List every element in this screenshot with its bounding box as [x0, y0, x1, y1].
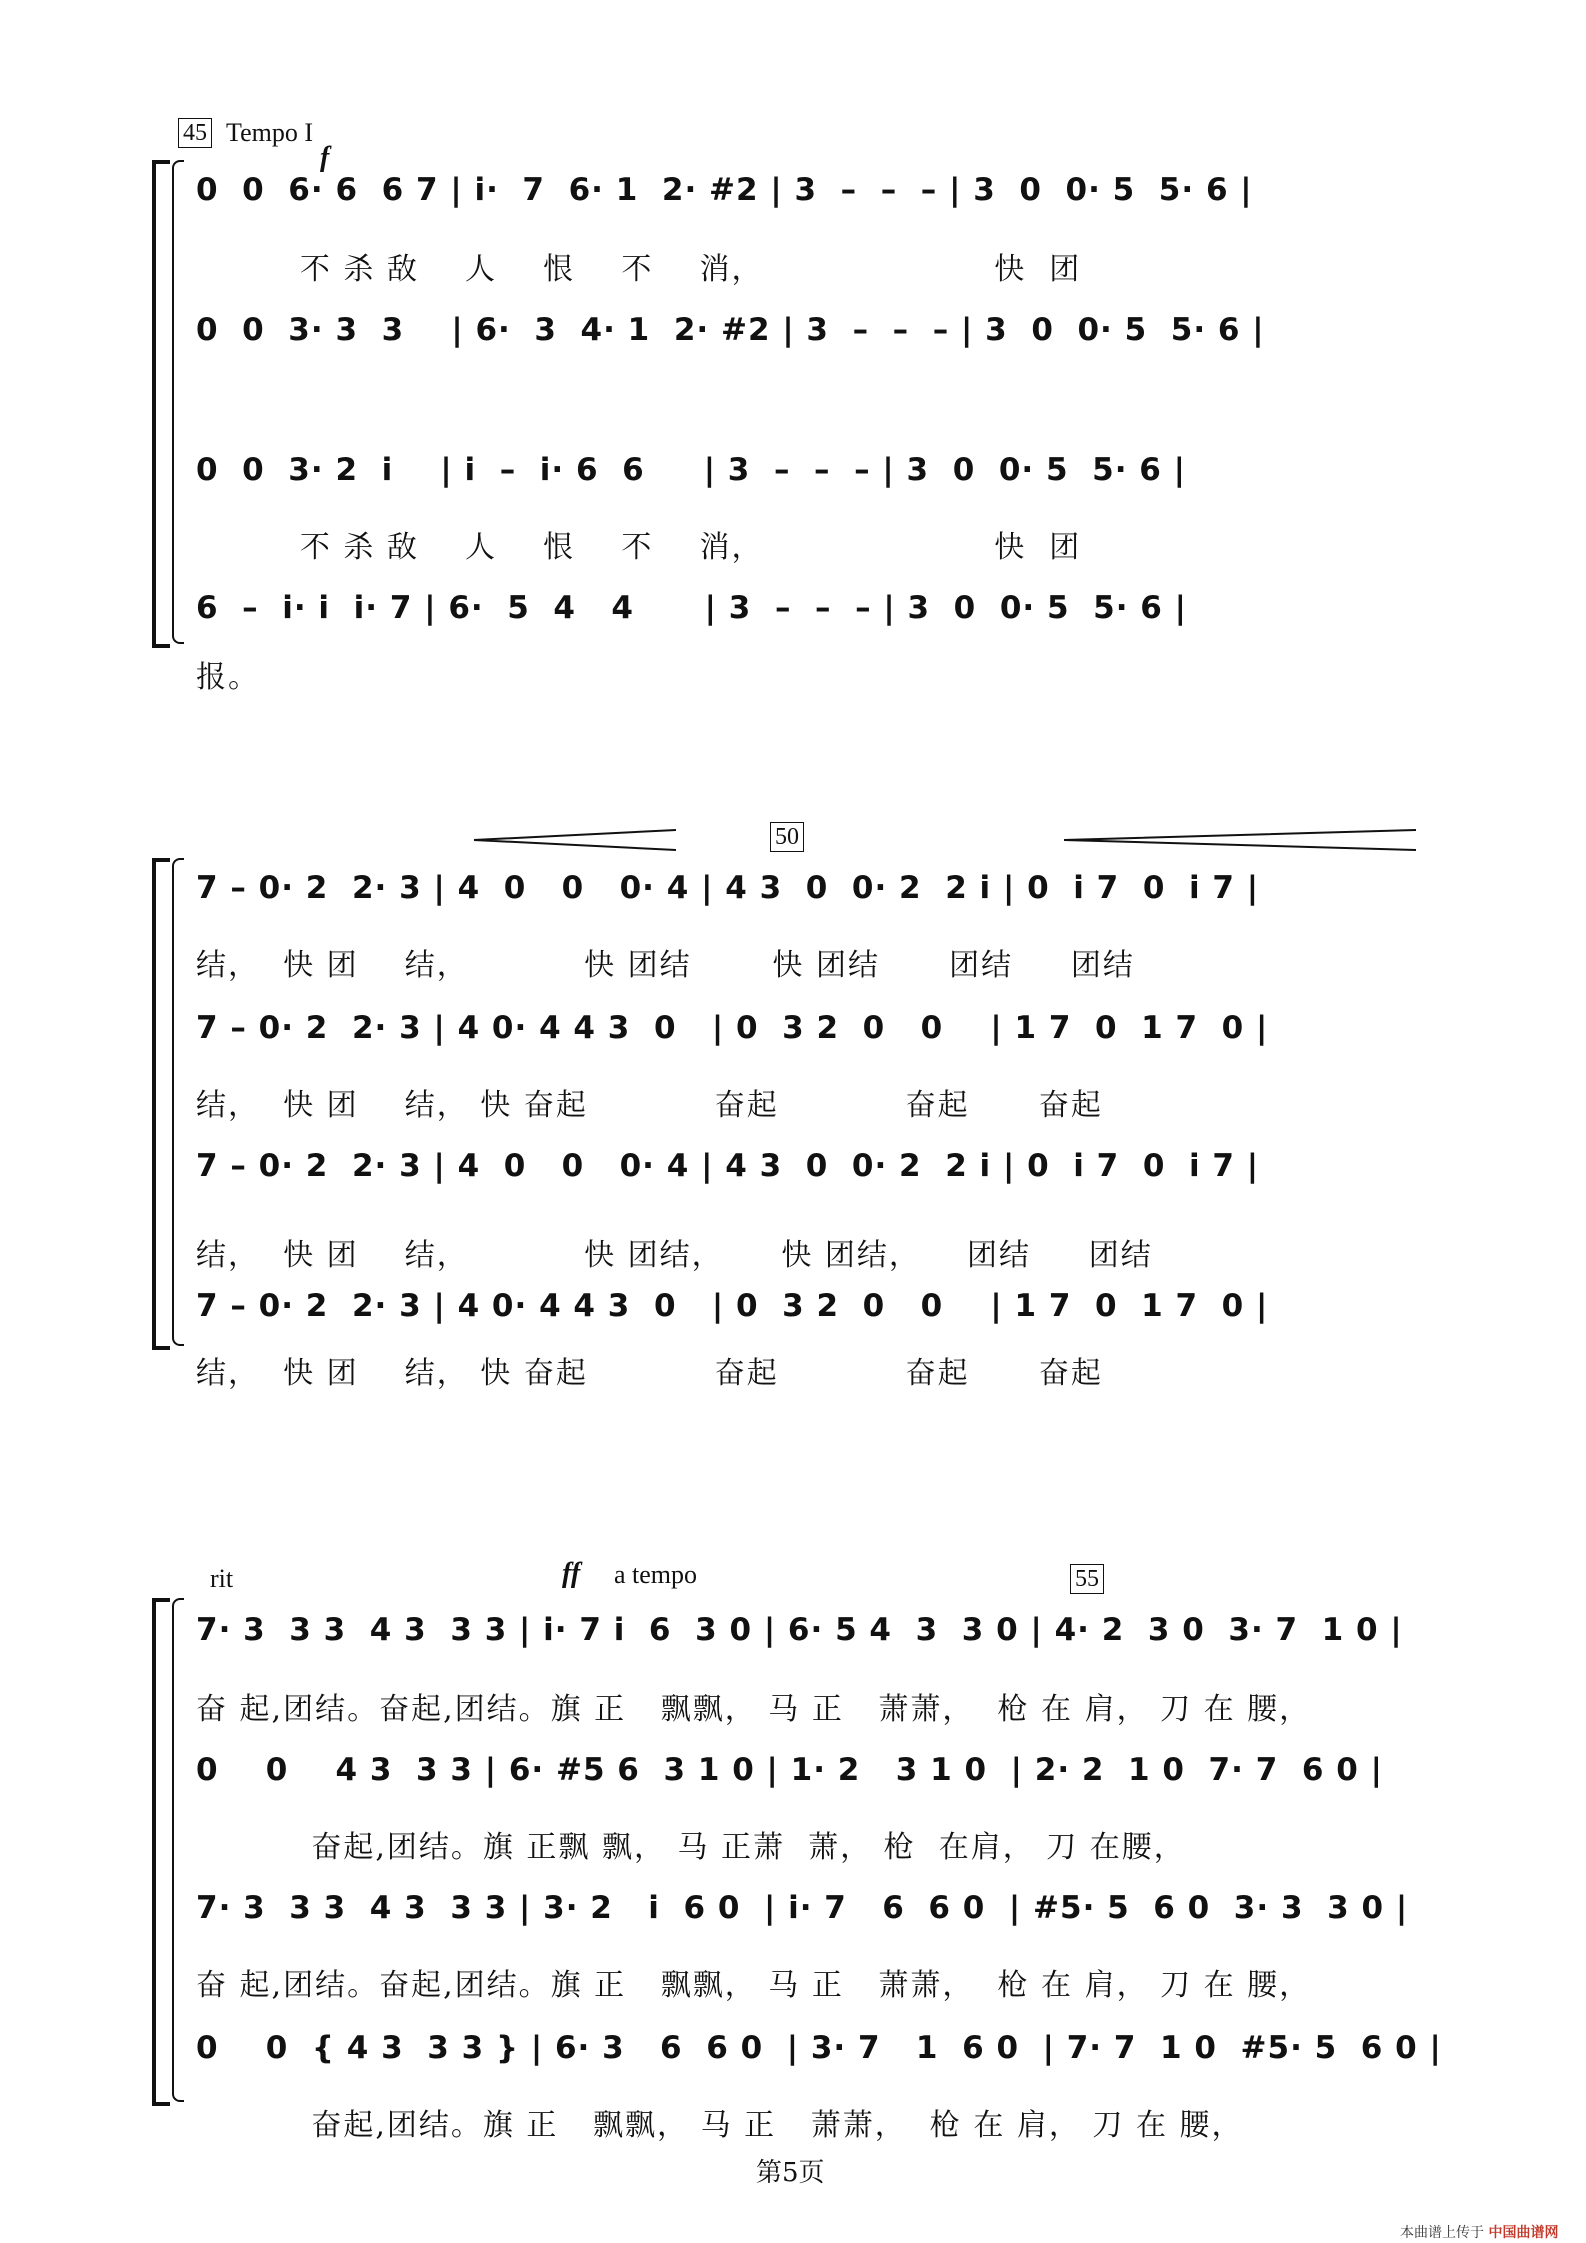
voice-1-notes: 7 – 0· 2 2· 3 | 4 0 0 0· 4 | 4 3 0 0· 2 2 i | 0 i 7 0 i 7 | [196, 870, 1260, 906]
voice-2-notes: 0 0 3· 3 3 | 6· 3 4· 1 2· #2 | 3 – – – | 3 0 0· 5 5· 6 | [196, 312, 1265, 348]
voice-1-lyrics: 奋 起,团结。奋起,团结。旗 正 飘飘， 马 正 萧萧， 枪 在 肩， 刀 在 腰， [196, 1692, 1312, 1727]
crescendo-hairpin [1060, 828, 1420, 852]
measure-number-box: 45 [178, 118, 212, 148]
credit-text: 本曲谱上传于 [1400, 2225, 1484, 2241]
site-logo-text: 中国曲谱网 [1488, 2225, 1559, 2241]
voice-2-lyrics: 结， 快 团 结， 快 奋起 奋起 奋起 奋起 [196, 1088, 1103, 1123]
voice-4-lyrics: 奋起,团结。旗 正 飘飘， 马 正 萧萧， 枪 在 肩， 刀 在 腰， [196, 2108, 1244, 2143]
voice-3-lyrics: 奋 起,团结。奋起,团结。旗 正 飘飘， 马 正 萧萧， 枪 在 肩， 刀 在 腰， [196, 1968, 1312, 2003]
voice-4-lyrics: 结， 快 团 结， 快 奋起 奋起 奋起 奋起 [196, 1356, 1103, 1391]
voice-1-lyrics: 结， 快 团 结， 快 团结 快 团结 团结 团结 [196, 948, 1135, 983]
voice-4-notes: 6 – i· i i· 7 | 6· 5 4 4 | 3 – – – | 3 0 0· 5 5· 6 | [196, 590, 1187, 626]
voice-3-lyrics: 结， 快 团 结， 快 团结， 快 团结， 团结 团结 [196, 1238, 1153, 1273]
system-bracket [152, 160, 170, 648]
system-bracket [152, 1598, 170, 2106]
system-bracket [152, 858, 170, 1350]
upload-credit [1400, 2222, 1558, 2242]
voice-1-lyrics: 不 杀 敌 人 恨 不 消， 快 团 [196, 252, 1082, 287]
voice-2-lyrics: 奋起,团结。旗 正飘 飘， 马 正萧 萧， 枪 在肩， 刀 在腰， [196, 1830, 1186, 1865]
system-brace [172, 858, 184, 1346]
voice-4-lyrics: 报。 [196, 660, 260, 695]
voice-4-notes: 0 0 { 4 3 3 3 } | 6· 3 6 6 0 | 3· 7 1 6 0 | 7· 7 1 0 #5· 5 6 0 | [196, 2030, 1442, 2066]
crescendo-hairpin [470, 828, 680, 852]
voice-2-notes: 0 0 4 3 3 3 | 6· #5 6 3 1 0 | 1· 2 3 1 0 | 2· 2 1 0 7· 7 6 0 | [196, 1752, 1383, 1788]
voice-2-notes: 7 – 0· 2 2· 3 | 4 0· 4 4 3 0 | 0 3 2 0 0 | 1 7 0 1 7 0 | [196, 1010, 1269, 1046]
measure-number-box: 50 [770, 822, 804, 852]
page-number: 第5页 [756, 2158, 825, 2188]
ritardando-marking: rit [210, 1564, 234, 1593]
voice-1-notes: 7· 3 3 3 4 3 3 3 | i· 7 i 6 3 0 | 6· 5 4 3 3 0 | 4· 2 3 0 3· 7 1 0 | [196, 1612, 1403, 1648]
voice-3-notes: 0 0 3· 2 i | i – i· 6 6 | 3 – – – | 3 0 0· 5 5· 6 | [196, 452, 1186, 488]
dynamic-marking: f [320, 142, 330, 173]
voice-3-notes: 7 – 0· 2 2· 3 | 4 0 0 0· 4 | 4 3 0 0· 2 2 i | 0 i 7 0 i 7 | [196, 1148, 1260, 1184]
voice-4-notes: 7 – 0· 2 2· 3 | 4 0· 4 4 3 0 | 0 3 2 0 0 | 1 7 0 1 7 0 | [196, 1288, 1269, 1324]
tempo-marking: a tempo [614, 1560, 698, 1589]
dynamic-marking: ff [562, 1558, 581, 1589]
measure-number-box: 55 [1070, 1564, 1104, 1594]
voice-1-notes: 0 0 6· 6 6 7 | i· 7 6· 1 2· #2 | 3 – – – | 3 0 0· 5 5· 6 | [196, 172, 1253, 208]
voice-3-lyrics: 不 杀 敌 人 恨 不 消， 快 团 [196, 530, 1082, 565]
system-brace [172, 160, 184, 644]
tempo-marking: Tempo I [226, 118, 313, 147]
voice-3-notes: 7· 3 3 3 4 3 3 3 | 3· 2 i 6 0 | i· 7 6 6 0 | #5· 5 6 0 3· 3 3 0 | [196, 1890, 1409, 1926]
system-brace [172, 1598, 184, 2102]
